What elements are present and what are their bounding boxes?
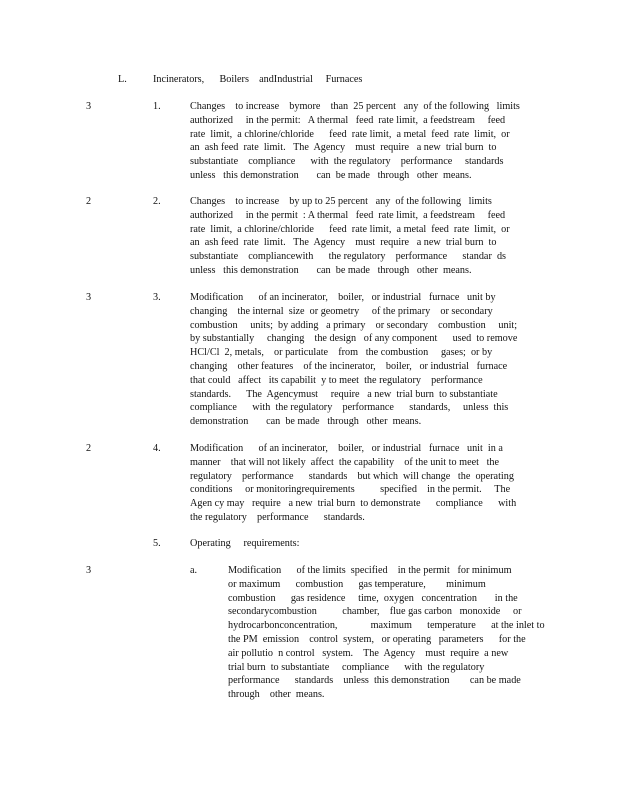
paragraph-line: Modification of an incinerator, boiler, or industrial furnace unit by [190,292,496,303]
section-title: Incinerators, Boilers andIndustrial Furnaces [153,74,363,85]
paragraph-line: manner that will not likely affect the capability of the unit to meet the [190,456,500,468]
paragraph-line: air pollutio n control system. The Agency must require a new [228,647,509,659]
paragraph-line: secondarycombustion chamber, flue gas carbon monoxide or [228,606,522,618]
paragraph-line: that could affect its capabilit y to meet the regulatory performance [190,374,483,386]
paragraph-line: an ash feed rate limit. The Agency must require a new trial burn to [190,237,497,249]
paragraph-line: Modification of an incinerator, boiler, or industrial furnace unit in a [190,443,503,454]
paragraph-line: Changes to increase by up to 25 percent any of the following limits [190,196,492,207]
item-paragraph [190,537,299,551]
paragraph-line: through other means. [228,689,325,701]
paragraph-line: changing the internal size or geometry of the primary or secondary [190,305,493,317]
subitem-paragraph [228,564,545,702]
paragraph-line: the regulatory performance standards. [190,511,365,523]
subitem-letter: a. [190,565,198,576]
paragraph-line: Modification of the limits specified in the permit for minimum [228,565,512,576]
paragraph-line: HCl/Cl 2, metals, or particulate from the combustion gases; or by [190,347,493,359]
paragraph-line: trial burn to substantiate compliance with the regulatory [228,661,485,673]
paragraph-line: unless this demonstration can be made through other means. [190,264,472,276]
item-number: 1. [153,101,161,112]
item-class-code: 2 [86,196,92,207]
paragraph-line: authorized in the permit: A thermal feed rate limit, a feedstream feed [190,114,506,126]
item-paragraph [190,195,510,278]
item-paragraph [190,100,520,183]
subitem-class-code: 3 [86,565,92,576]
section-letter: L. [118,74,127,85]
paragraph-line: unless this demonstration can be made through other means. [190,169,472,181]
paragraph-line: conditions or monitoringrequirements specified in the permit. The [190,484,511,496]
paragraph-line: substantiate compliance with the regulatory performance standards [190,156,504,168]
item-number: 3. [153,292,161,303]
paragraph-line: performance standards unless this demonstration can be made [228,675,521,687]
item-number: 5. [153,538,161,549]
item-class-code: 2 [86,443,92,454]
paragraph-line: rate limit, a chlorine/chloride feed rate limit, a metal feed rate limit, or [190,223,510,235]
paragraph-line: demonstration can be made through other means. [190,416,422,428]
paragraph-line: Agen cy may require a new trial burn to demonstrate compliance with [190,498,517,510]
paragraph-line: compliance with the regulatory performance standards, unless this [190,402,509,414]
item-class-code: 3 [86,292,92,303]
paragraph-line: or maximum combustion gas temperature, minimum [228,578,486,590]
paragraph-line: rate limit, a chlorine/chloride feed rate limit, a metal feed rate limit, or [190,128,510,140]
paragraph-line: by substantially changing the design of any component used to remove [190,333,518,345]
item-number: 2. [153,196,161,207]
paragraph-line: the PM emission control system, or operating parameters for the [228,633,526,645]
paragraph-line: changing other features of the incinerator, boiler, or industrial furnace [190,360,508,372]
item-class-code: 3 [86,101,92,112]
paragraph-line: combustion units; by adding a primary or secondary combustion unit; [190,319,518,331]
item-paragraph [190,442,516,525]
paragraph-line: combustion gas residence time, oxygen concentration in the [228,592,518,604]
paragraph-line: Changes to increase bymore than 25 percent any of the following limits [190,101,520,112]
paragraph-line: Operating requirements: [190,538,300,549]
item-number: 4. [153,443,161,454]
paragraph-line: an ash feed rate limit. The Agency must require a new trial burn to [190,142,497,154]
item-paragraph [190,291,517,429]
paragraph-line: hydrocarbonconcentration, maximum temperature at the inlet to [228,620,545,632]
paragraph-line: regulatory performance standards but which will change the operating [190,470,514,482]
paragraph-line: substantiate compliancewith the regulatory performance standar ds [190,251,506,263]
paragraph-line: authorized in the permit : A thermal feed rate limit, a feedstream feed [190,209,506,221]
paragraph-line: standards. The Agencymust require a new trial burn to substantiate [190,388,498,400]
